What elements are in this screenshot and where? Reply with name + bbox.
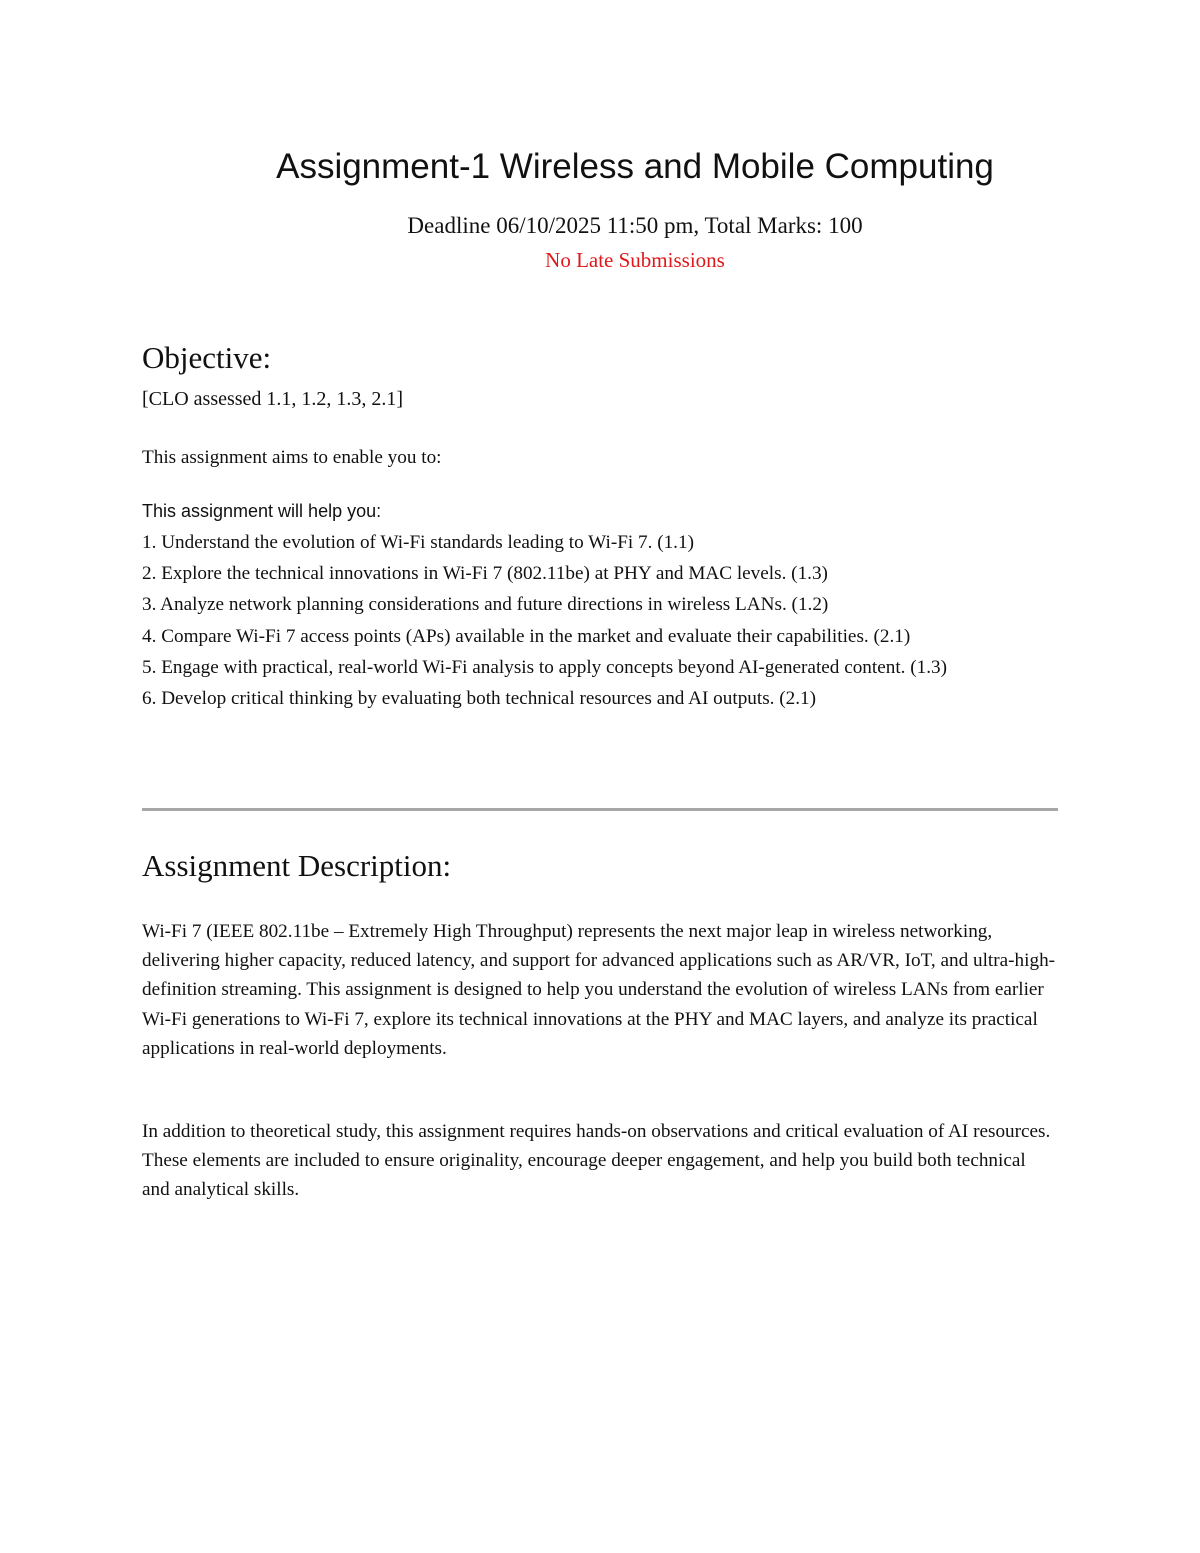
deadline-line: Deadline 06/10/2025 11:50 pm, Total Marks: 100 xyxy=(407,213,863,238)
description-paragraph-2: In addition to theoretical study, this assignment requires hands-on observations and critical evaluation of AI resources. These elements are included to ensure originality, encourage deeper engagement, and help you build both technical and analytical skills. xyxy=(142,1121,1051,1201)
description-paragraph-1: Wi-Fi 7 (IEEE 802.11be – Extremely High Throughput) represents the next major leap in wireless networking, delivering higher capacity, reduced latency, and support for advanced applications such as AR/VR, IoT, and ultra-high-definition streaming. This assignment is designed to help you understand the evolution of wireless LANs from earlier Wi-Fi generations to Wi-Fi 7, explore its technical innovations at the PHY and MAC layers, and analyze its practical applications in real-world deployments. xyxy=(142,921,1056,1059)
document-title: Assignment-1 Wireless and Mobile Computing xyxy=(276,147,994,186)
objective-item: 6. Develop critical thinking by evaluating both technical resources and AI outputs. (2.1) xyxy=(142,688,817,710)
objective-item: 1. Understand the evolution of Wi-Fi standards leading to Wi-Fi 7. (1.1) xyxy=(142,532,694,553)
help-intro: This assignment will help you: xyxy=(142,501,382,521)
section-divider xyxy=(142,808,1058,811)
objective-item: 5. Engage with practical, real-world Wi-Fi analysis to apply concepts beyond AI-generated content. (1.3) xyxy=(142,656,948,678)
objective-item: 3. Analyze network planning considerations and future directions in wireless LANs. (1.2) xyxy=(142,594,829,616)
objective-heading: Objective: xyxy=(142,340,272,375)
objective-item: 2. Explore the technical innovations in Wi-Fi 7 (802.11be) at PHY and MAC levels. (1.3) xyxy=(142,563,828,585)
objective-item: 4. Compare Wi-Fi 7 access points (APs) available in the market and evaluate their capabilities. (2.1) xyxy=(142,625,911,647)
objectives-list xyxy=(142,527,1058,714)
late-submission-notice: No Late Submissions xyxy=(545,248,725,272)
aims-intro: This assignment aims to enable you to: xyxy=(142,447,442,468)
clo-assessed: [CLO assessed 1.1, 1.2, 1.3, 2.1] xyxy=(142,388,404,410)
description-heading: Assignment Description: xyxy=(142,848,452,883)
